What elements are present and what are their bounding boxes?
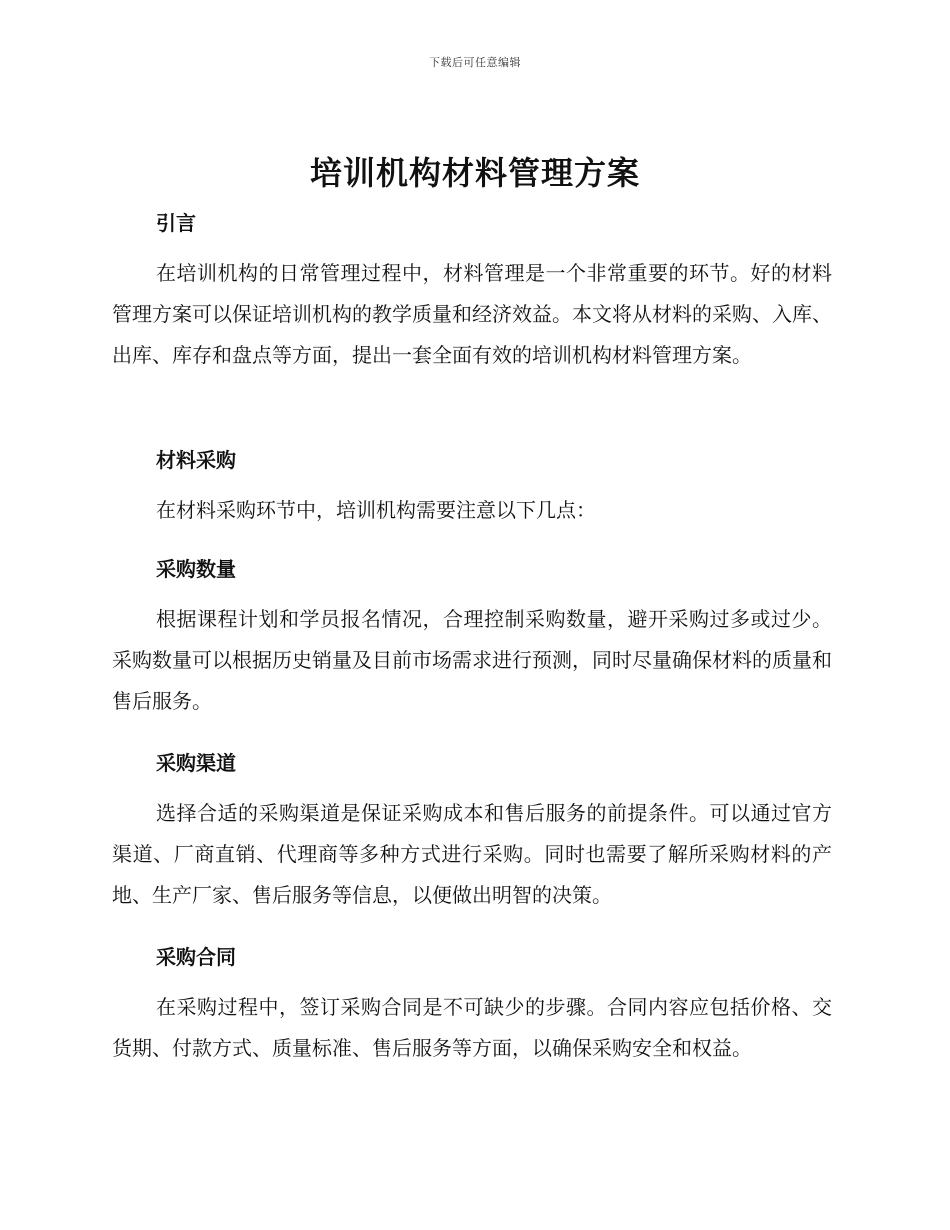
section-heading-material-procurement: 材料采购 [156, 448, 236, 472]
section-heading-procurement-channel: 采购渠道 [156, 751, 236, 775]
section-paragraph-procurement-contract: 在采购过程中，签订采购合同是不可缺少的步骤。合同内容应包括价格、交货期、付款方式、质量标准、售后服务等方面，以确保采购安全和权益。 [112, 995, 832, 1060]
header-note: 下载后可任意编辑 [429, 56, 521, 69]
section-heading-procurement-quantity: 采购数量 [156, 557, 236, 581]
section-heading-procurement-contract: 采购合同 [156, 945, 236, 969]
section-heading-introduction: 引言 [156, 211, 196, 235]
section-paragraph-material-procurement: 在材料采购环节中，培训机构需要注意以下几点： [156, 498, 596, 522]
document-title: 培训机构材料管理方案 [309, 154, 640, 192]
section-paragraph-procurement-quantity: 根据课程计划和学员报名情况，合理控制采购数量，避开采购过多或过少。采购数量可以根据历史销量及目前市场需求进行预测，同时尽量确保材料的质量和售后服务。 [112, 607, 832, 713]
section-paragraph-procurement-channel: 选择合适的采购渠道是保证采购成本和售后服务的前提条件。可以通过官方渠道、厂商直销、代理商等多种方式进行采购。同时也需要了解所采购材料的产地、生产厂家、售后服务等信息，以便做出明智的决策。 [112, 801, 832, 907]
section-paragraph-introduction: 在培训机构的日常管理过程中，材料管理是一个非常重要的环节。好的材料管理方案可以保证培训机构的教学质量和经济效益。本文将从材料的采购、入库、出库、库存和盘点等方面，提出一套全面有效的培训机构材料管理方案。 [112, 261, 832, 367]
